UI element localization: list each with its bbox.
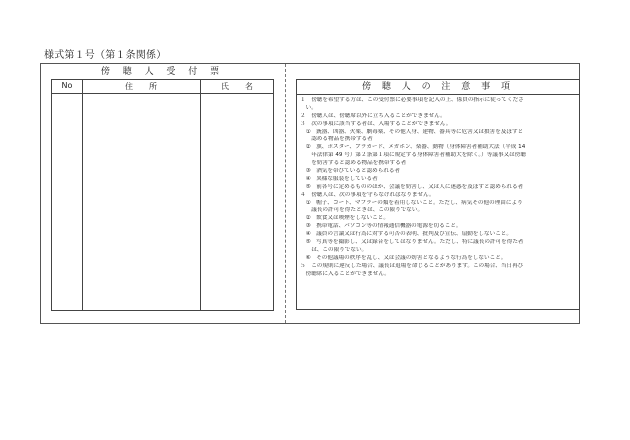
notice-box: [296, 79, 580, 310]
notice-title: 傍 聴 人 の 注 意 事 項: [297, 80, 579, 95]
notice-line: ② 旗、ポスター、プラカード、メガホン、楽器、動物（身体障害者補助犬法（平成 14: [300, 144, 526, 151]
reception-slip-table: [51, 79, 274, 311]
notice-line: 議長の許可を得たときは、この限りでない。: [300, 207, 424, 214]
reception-slip-title: 傍 聴 人 受 付 票: [100, 67, 225, 77]
notice-line: ２ 傍聴人は、傍聴席以外に立ち入ることができません。: [300, 112, 446, 119]
notice-body: [300, 97, 576, 278]
notice-line: ⑤ 写真等を撮影し、又は録音をしてはなりません。ただし、特に議長の許可を得た者: [300, 239, 524, 246]
column-divider: [82, 80, 83, 310]
notice-line: 傍聴席に入ることができません。: [300, 270, 390, 277]
col-name-header: 氏 名: [221, 82, 253, 91]
notice-line: ④ 異様な服装をしている者: [300, 175, 378, 182]
col-address-header: 住 所: [125, 82, 157, 91]
notice-line: ② 飲食又は喫煙をしないこと。: [300, 215, 389, 222]
notice-line: ⑥ その他議場の秩序を乱し、又は会議の妨害となるような行為をしないこと。: [300, 254, 507, 261]
notice-line: は、この限りでない。: [300, 246, 368, 253]
notice-line: 認める物品を携帯する者: [300, 136, 373, 143]
col-no-header: No: [61, 81, 73, 90]
column-divider: [200, 80, 201, 310]
notice-line: い。: [300, 104, 317, 111]
notice-line: ⑤ 前各号に定めるもののほか、会議を妨害し、又は人に迷惑を及ぼすと認められる者: [300, 183, 524, 190]
notice-line: ４ 傍聴人は、次の事項を守らなければなりません。: [300, 191, 435, 198]
notice-line: ３ 次の事項に該当する者は、入場することができません。: [300, 120, 452, 127]
notice-line: １ 傍聴を希望する方は、この受付票に必要事項を記入の上、係員の指示に従ってくださ: [300, 97, 524, 103]
table-header: [52, 80, 273, 94]
notice-line: ④ 議員の言論又は行為に対する可否の表明、批判及び宣伝、扇動をしないこと。: [300, 231, 512, 238]
form-label: 様式第１号（第１条関係）: [44, 50, 167, 61]
notice-line: ③ 酒気を帯びていると認められる者: [300, 168, 401, 175]
notice-line: 年法律第 49 号）第２条第１項に規定する身体障害者補助犬を除く。）等議事又は傍聴: [300, 152, 526, 159]
notice-line: ５ この規則に違反した場合、議長は退場を命じることがあります。この場合、当日再び: [300, 262, 524, 269]
notice-line: を妨害すると認める物品を携帯する者: [300, 160, 407, 167]
notice-line: ③ 携帯電話、パソコン等の情報通信機器の電源を切ること。: [300, 223, 462, 230]
cut-line: [285, 64, 286, 323]
notice-line: ① 銃器、凶器、火薬、劇毒薬、その他人身、建物、器具等に危害又は損害を及ぼすと: [300, 128, 524, 135]
notice-line: ① 帽子、コート、マフラーの類を着用しないこと。ただし、病気その他の理由により: [300, 199, 523, 206]
